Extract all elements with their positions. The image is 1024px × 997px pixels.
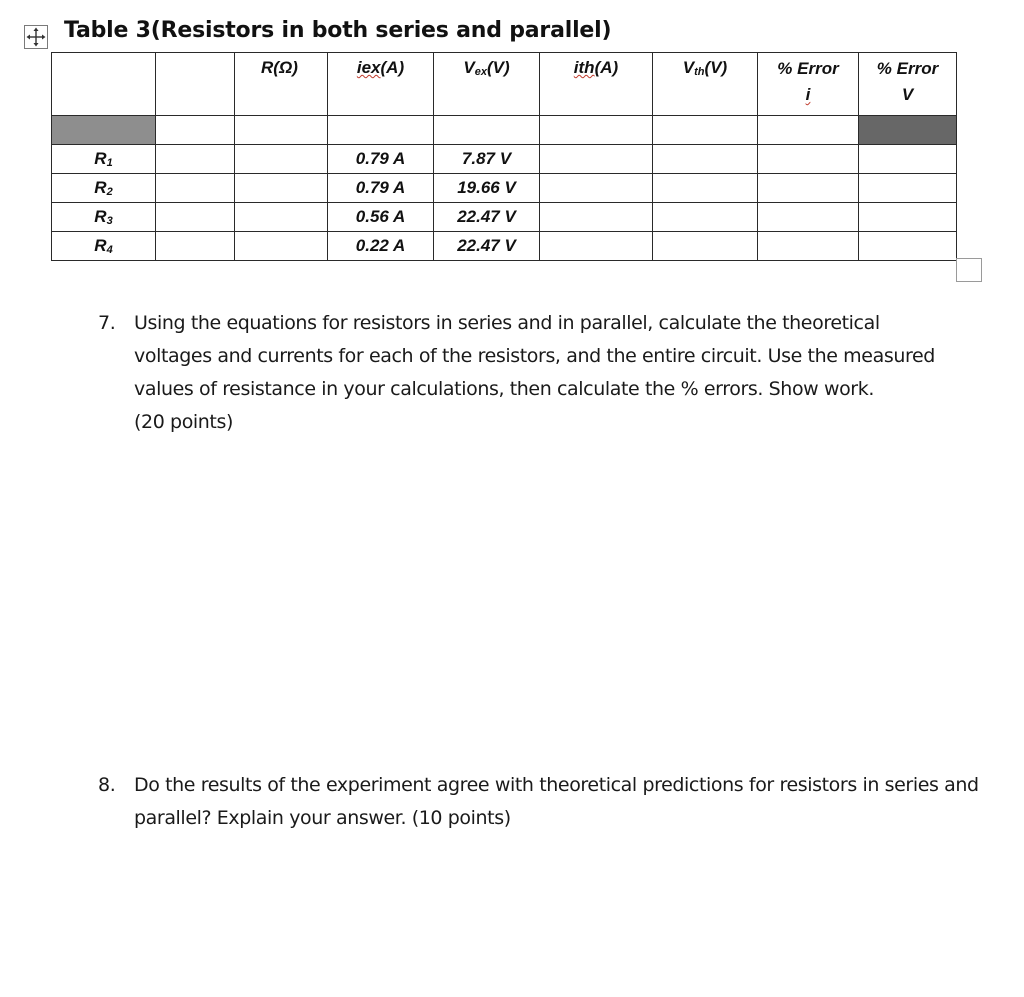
header-resistance[interactable] <box>235 53 328 116</box>
header-vth-unit: (V) <box>704 58 728 77</box>
error-v-cell[interactable] <box>859 232 957 261</box>
resistor-data-table <box>51 52 957 261</box>
row-label: R <box>94 236 107 255</box>
question-number: 8. <box>98 774 116 796</box>
header-iex-unit: (A) <box>380 58 405 77</box>
error-i-cell[interactable] <box>758 145 859 174</box>
question-text <box>134 307 935 439</box>
ith-cell[interactable] <box>540 145 653 174</box>
shaded-cell[interactable] <box>859 116 957 145</box>
iex-cell[interactable]: 0.79 A <box>328 174 434 203</box>
error-v-cell[interactable] <box>859 174 957 203</box>
table-row <box>52 145 957 174</box>
row-label: R <box>94 207 107 226</box>
row-label-cell[interactable] <box>52 145 156 174</box>
empty-cell[interactable] <box>156 116 235 145</box>
header-voltage-theoretical[interactable] <box>653 53 758 116</box>
empty-cell[interactable] <box>156 145 235 174</box>
vex-cell[interactable]: 19.66 V <box>434 174 540 203</box>
error-i-cell[interactable] <box>758 232 859 261</box>
empty-cell[interactable] <box>540 116 653 145</box>
question-text <box>134 769 979 835</box>
shaded-cell[interactable] <box>52 116 156 145</box>
header-ith-unit: (A) <box>594 58 619 77</box>
vex-cell[interactable]: 22.47 V <box>434 203 540 232</box>
resistance-cell[interactable] <box>235 174 328 203</box>
header-percent-error-current[interactable] <box>758 53 859 116</box>
header-vth-main: V <box>682 58 695 77</box>
table-move-handle-icon[interactable] <box>24 25 48 49</box>
error-v-cell[interactable] <box>859 145 957 174</box>
iex-cell[interactable]: 0.79 A <box>328 145 434 174</box>
question-number: 7. <box>98 312 116 334</box>
row-label: R <box>94 149 107 168</box>
table-title: Table 3(Resistors in both series and parallel) <box>64 18 612 43</box>
empty-cell[interactable] <box>434 116 540 145</box>
question-7 <box>98 307 988 447</box>
row-label-cell[interactable] <box>52 232 156 261</box>
table-row <box>52 174 957 203</box>
error-i-cell[interactable] <box>758 174 859 203</box>
empty-cell[interactable] <box>156 232 235 261</box>
header-cell-empty[interactable] <box>52 53 156 116</box>
question-line: Do the results of the experiment agree with theoretical predictions for resistors in series and <box>134 774 979 796</box>
header-resistance-label: R(Ω) <box>261 58 298 77</box>
vex-cell[interactable]: 7.87 V <box>434 145 540 174</box>
resistance-cell[interactable] <box>235 232 328 261</box>
table-row <box>52 232 957 261</box>
header-err-v-line1: % Error <box>876 59 939 78</box>
vex-cell[interactable]: 22.47 V <box>434 232 540 261</box>
question-line: parallel? Explain your answer. (10 points) <box>134 807 511 829</box>
header-voltage-experimental[interactable] <box>434 53 540 116</box>
header-cell-empty[interactable] <box>156 53 235 116</box>
header-ith-main: ith <box>573 58 595 77</box>
header-vth-sub: th <box>694 66 705 78</box>
empty-cell[interactable] <box>653 116 758 145</box>
empty-cell[interactable] <box>235 116 328 145</box>
question-line: values of resistance in your calculations, then calculate the % errors. Show work. <box>134 378 874 400</box>
header-iex-main: iex <box>356 58 381 77</box>
header-err-v-line2: V <box>901 85 914 104</box>
table-row <box>52 203 957 232</box>
question-line: (20 points) <box>134 411 233 433</box>
row-label-sub: 3 <box>106 215 113 227</box>
header-current-theoretical[interactable] <box>540 53 653 116</box>
iex-cell[interactable]: 0.56 A <box>328 203 434 232</box>
row-label: R <box>94 178 107 197</box>
resistance-cell[interactable] <box>235 145 328 174</box>
ith-cell[interactable] <box>540 232 653 261</box>
header-err-i-line2: i <box>805 85 811 104</box>
error-v-cell[interactable] <box>859 203 957 232</box>
header-err-i-line1: % Error <box>777 59 839 78</box>
vth-cell[interactable] <box>653 145 758 174</box>
empty-cell[interactable] <box>758 116 859 145</box>
header-current-experimental[interactable] <box>328 53 434 116</box>
question-8 <box>98 769 988 839</box>
row-label-sub: 1 <box>106 157 113 169</box>
empty-cell[interactable] <box>156 174 235 203</box>
question-line: Using the equations for resistors in series and in parallel, calculate the theoretical <box>134 312 880 334</box>
table-header-row <box>52 53 957 116</box>
row-label-cell[interactable] <box>52 174 156 203</box>
question-line: voltages and currents for each of the resistors, and the entire circuit. Use the measured <box>134 345 935 367</box>
empty-cell[interactable] <box>156 203 235 232</box>
vth-cell[interactable] <box>653 174 758 203</box>
vth-cell[interactable] <box>653 203 758 232</box>
header-vex-main: V <box>463 58 475 77</box>
resistance-cell[interactable] <box>235 203 328 232</box>
empty-cell[interactable] <box>328 116 434 145</box>
row-label-sub: 2 <box>106 186 113 198</box>
row-label-cell[interactable] <box>52 203 156 232</box>
header-percent-error-voltage[interactable] <box>859 53 957 116</box>
row-label-sub: 4 <box>106 244 113 256</box>
table-resize-handle[interactable] <box>956 258 982 282</box>
error-i-cell[interactable] <box>758 203 859 232</box>
vth-cell[interactable] <box>653 232 758 261</box>
header-vex-sub: ex <box>474 66 487 78</box>
ith-cell[interactable] <box>540 203 653 232</box>
table-row-blank <box>52 116 957 145</box>
ith-cell[interactable] <box>540 174 653 203</box>
header-vex-unit: (V) <box>486 58 510 77</box>
iex-cell[interactable]: 0.22 A <box>328 232 434 261</box>
